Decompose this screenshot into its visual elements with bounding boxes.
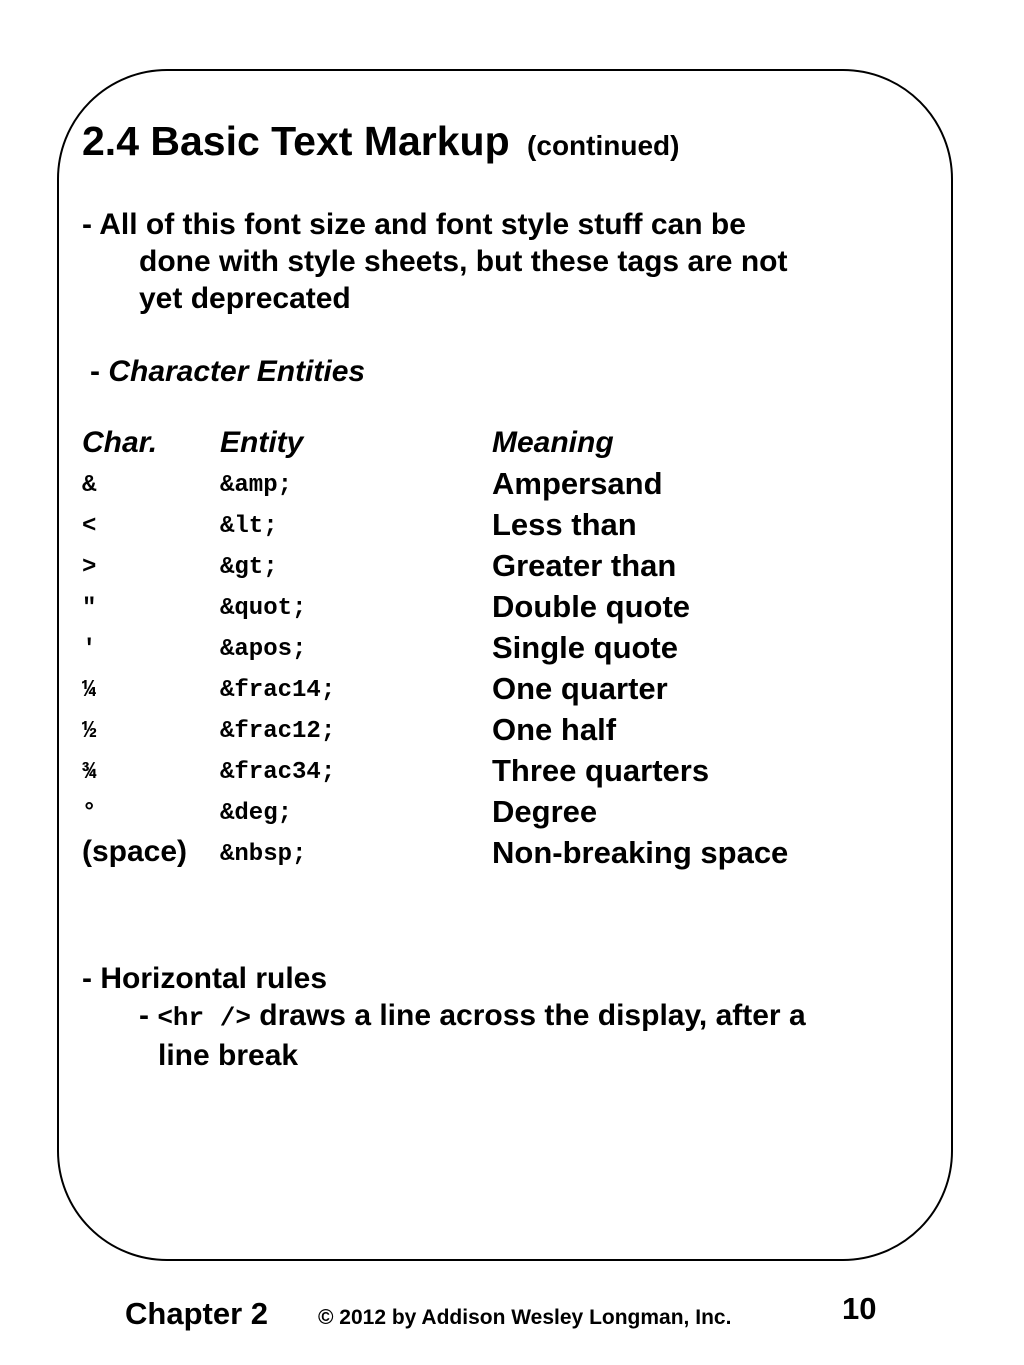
entity-cell: &lt; bbox=[220, 513, 278, 540]
meaning-cell: Ampersand bbox=[492, 466, 663, 501]
table-row bbox=[0, 589, 1024, 630]
entity-cell: &amp; bbox=[220, 472, 293, 499]
entities-label: Character Entities bbox=[108, 355, 366, 388]
header-entity: Entity bbox=[220, 426, 304, 459]
meaning-cell: Double quote bbox=[492, 589, 691, 624]
title-main: 2.4 Basic Text Markup bbox=[82, 118, 510, 164]
entity-cell: &deg; bbox=[220, 800, 293, 827]
meaning-cell: One quarter bbox=[492, 671, 668, 706]
hr-text: draws a line across the display, after a bbox=[250, 999, 806, 1032]
intro-line-2: done with style sheets, but these tags are not bbox=[139, 245, 788, 278]
char-cell: & bbox=[82, 472, 97, 499]
table-row bbox=[0, 794, 1024, 835]
intro-line-1: - All of this font size and font style stuff can be bbox=[82, 208, 746, 241]
page-number: 10 bbox=[842, 1291, 877, 1326]
hr-section bbox=[82, 960, 806, 1074]
char-cell: (space) bbox=[82, 835, 188, 868]
char-cell: < bbox=[82, 513, 97, 540]
entity-cell: &frac34; bbox=[220, 759, 336, 786]
title-subtitle: (continued) bbox=[527, 130, 680, 161]
table-row bbox=[0, 630, 1024, 671]
meaning-cell: One half bbox=[492, 712, 617, 747]
char-cell: ' bbox=[82, 636, 97, 663]
header-char: Char. bbox=[82, 426, 158, 459]
meaning-cell: Greater than bbox=[492, 548, 677, 583]
header-meaning: Meaning bbox=[492, 426, 614, 459]
entity-cell: &gt; bbox=[220, 554, 278, 581]
intro-paragraph bbox=[82, 206, 787, 317]
footer-copyright: © 2012 by Addison Wesley Longman, Inc. bbox=[318, 1306, 732, 1329]
hr-code: <hr /> bbox=[157, 1003, 251, 1033]
table-row bbox=[0, 548, 1024, 589]
entities-heading bbox=[90, 353, 365, 390]
hr-heading: - Horizontal rules bbox=[82, 962, 328, 995]
footer-chapter: Chapter 2 bbox=[125, 1296, 268, 1331]
entity-cell: &frac12; bbox=[220, 718, 336, 745]
entity-cell: &apos; bbox=[220, 636, 307, 663]
entity-cell: &frac14; bbox=[220, 677, 336, 704]
char-cell: " bbox=[82, 595, 97, 622]
table-row bbox=[0, 753, 1024, 794]
table-row bbox=[0, 835, 1024, 876]
char-cell: ¼ bbox=[82, 677, 97, 704]
table-row bbox=[0, 671, 1024, 712]
char-cell: > bbox=[82, 554, 97, 581]
char-cell: ° bbox=[82, 800, 97, 827]
intro-line-3: yet deprecated bbox=[139, 282, 351, 315]
meaning-cell: Single quote bbox=[492, 630, 678, 665]
entities-dash: - bbox=[90, 355, 109, 388]
meaning-cell: Three quarters bbox=[492, 753, 710, 788]
table-row bbox=[0, 507, 1024, 548]
hr-dash: - bbox=[139, 999, 158, 1032]
slide-title bbox=[82, 118, 679, 165]
table-row bbox=[0, 712, 1024, 753]
entity-cell: &quot; bbox=[220, 595, 307, 622]
hr-line-1 bbox=[82, 997, 806, 1037]
meaning-cell: Degree bbox=[492, 794, 598, 829]
meaning-cell: Less than bbox=[492, 507, 637, 542]
entity-cell: &nbsp; bbox=[220, 841, 307, 868]
table-row bbox=[0, 466, 1024, 507]
char-cell: ¾ bbox=[82, 759, 97, 786]
hr-line-2: line break bbox=[158, 1039, 299, 1072]
char-cell: ½ bbox=[82, 718, 97, 745]
meaning-cell: Non-breaking space bbox=[492, 835, 789, 870]
